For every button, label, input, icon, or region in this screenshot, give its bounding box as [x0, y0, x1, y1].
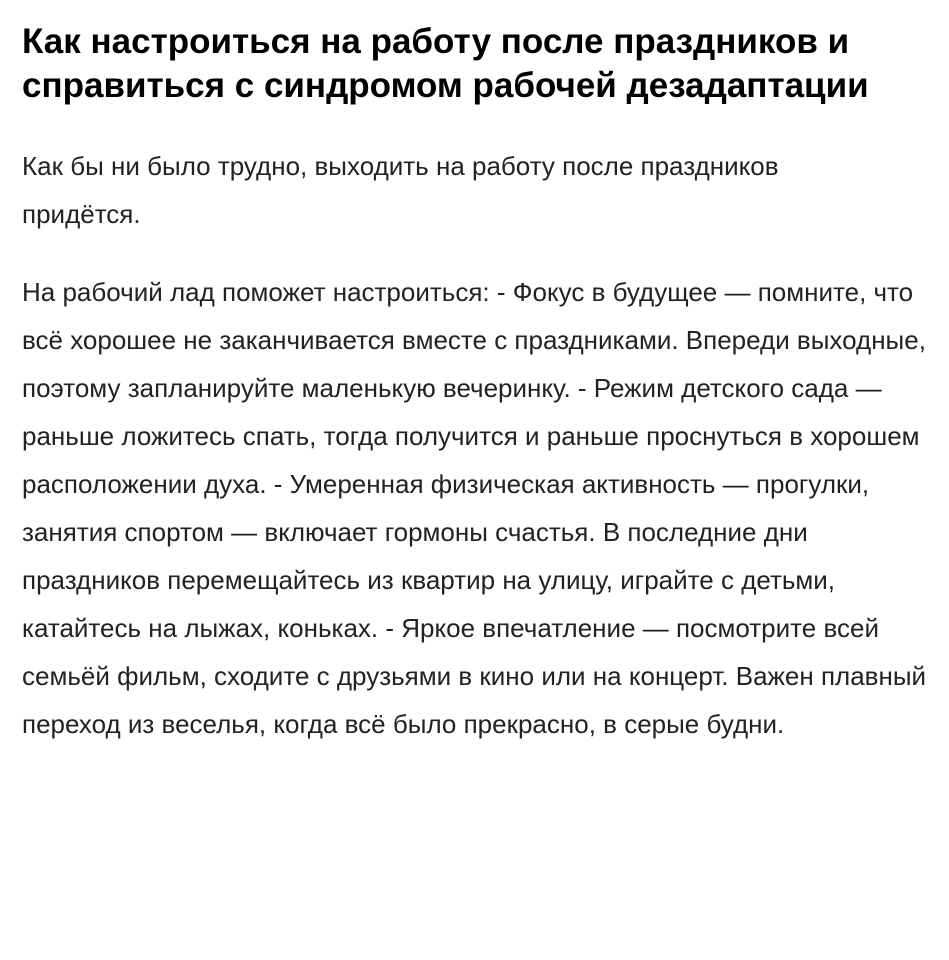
article-body: На рабочий лад поможет настроиться: - Фокус в будущее — помните, что всё хорошее не заканчивается вместе с праздниками. Впереди выходные, поэтому запланируйте маленькую вечеринку. - Режим детского сада — раньше ложитесь спать, тогда получится и раньше проснуться в хорошем расположении духа. - Умеренная физическая активность — прогулки, занятия спортом — включает гормоны счастья. В последние дни праздников перемещайтесь из квартир на улицу, играйте с детьми, катайтесь на лыжах, коньках. - Яркое впечатление — посмотрите всей семьёй фильм, сходите с друзьями в кино или на концерт. Важен плавный переход из веселья, когда всё было прекрасно, в серые будни. [22, 277, 927, 739]
article-title: Как настроиться на работу после праздников и справиться с синдромом рабочей дезадаптации [22, 22, 869, 105]
article [22, 0, 932, 748]
article-lead: Как бы ни было трудно, выходить на работу после праздников придётся. [22, 151, 779, 229]
